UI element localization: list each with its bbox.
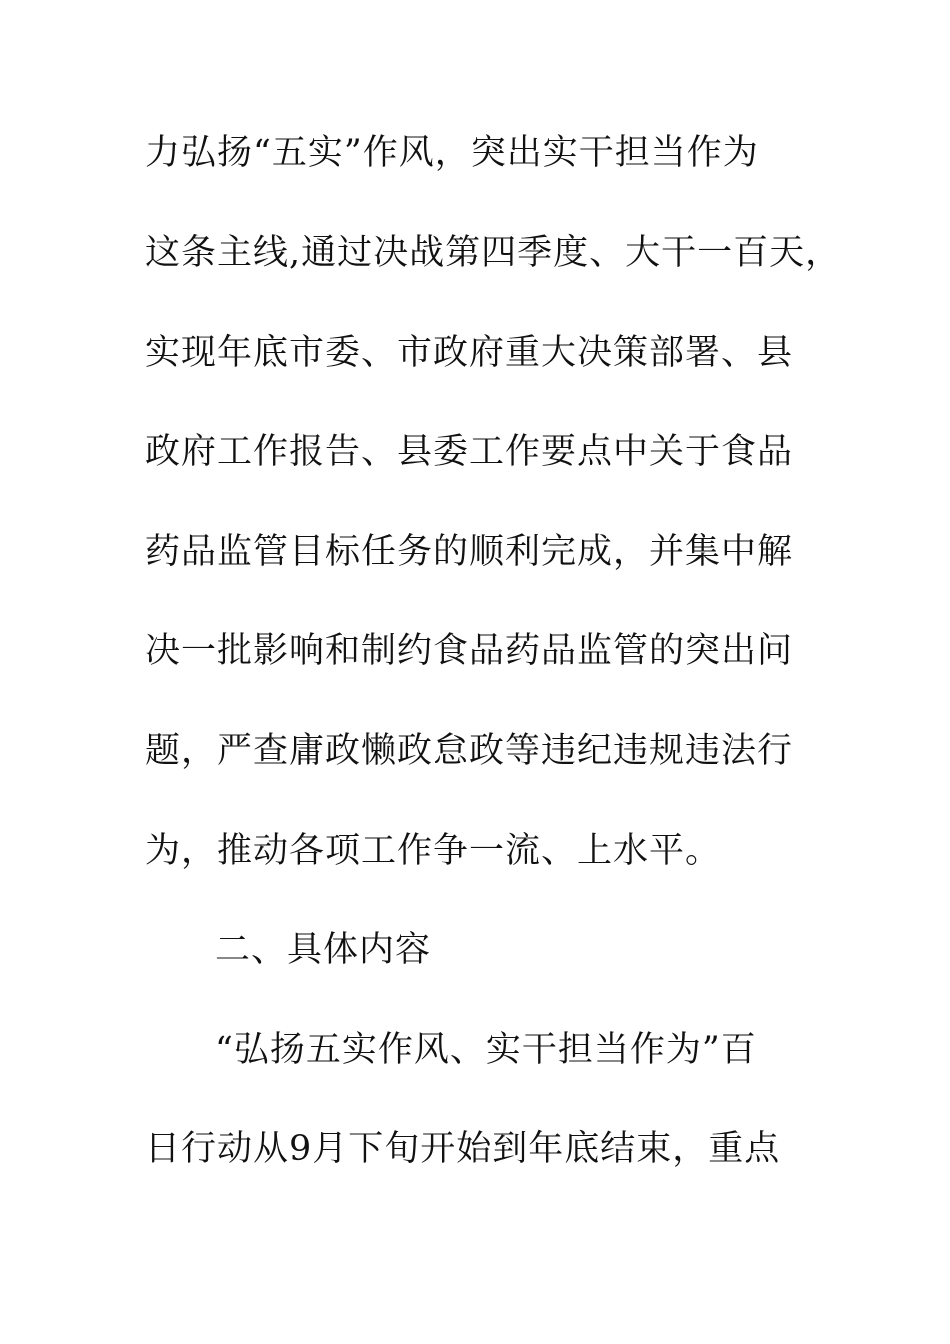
section-heading: 二、具体内容 (215, 930, 432, 970)
body-text-line: 药品监管目标任务的顺利完成，并集中解 (145, 532, 794, 572)
body-text-line: “弘扬五实作风、实干担当作为”百 (215, 1030, 757, 1070)
body-text-line: 为，推动各项工作争一流、上水平。 (145, 831, 722, 871)
body-text-line: 决一批影响和制约食品药品监管的突出问 (145, 631, 794, 671)
body-text-line: 实现年底市委、市政府重大决策部署、县 (145, 333, 794, 373)
body-text-line: 题，严查庸政懒政怠政等违纪违规违法行 (145, 731, 794, 771)
body-text-line: 政府工作报告、县委工作要点中关于食品 (145, 432, 794, 472)
body-text-line: 力弘扬“五实”作风，突出实干担当作为 (145, 133, 759, 173)
body-text-line: 日行动从9月下旬开始到年底结束，重点 (145, 1129, 781, 1169)
body-text-line: 这条主线,通过决战第四季度、大干一百天， (145, 233, 842, 273)
